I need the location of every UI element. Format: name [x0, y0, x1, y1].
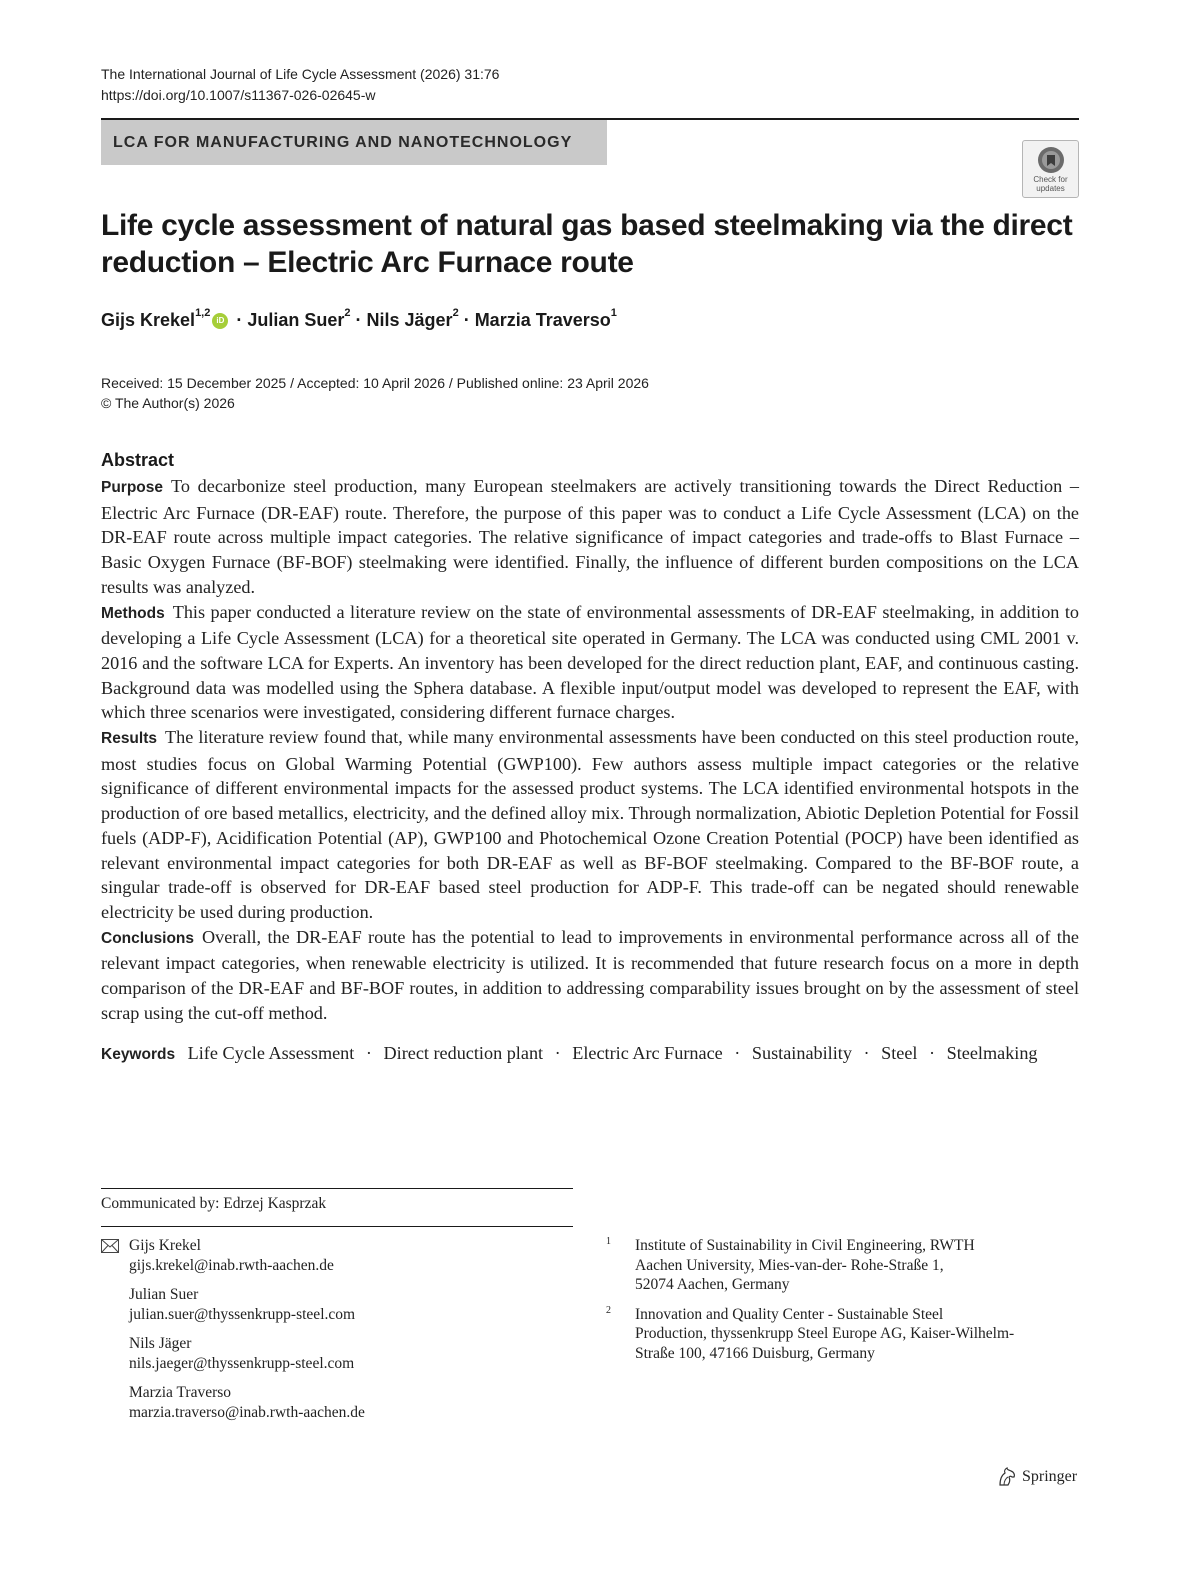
keyword-separator: · — [734, 1043, 741, 1063]
article-dates — [101, 373, 649, 413]
article-category: LCA FOR MANUFACTURING AND NANOTECHNOLOGY — [101, 120, 607, 165]
keyword-separator: · — [554, 1043, 561, 1063]
author-separator: · — [236, 310, 243, 330]
contact-entry — [129, 1334, 365, 1373]
contact-email[interactable]: gijs.krekel@inab.rwth-aachen.de — [129, 1256, 334, 1274]
journal-line: The International Journal of Life Cycle Assessment (2026) 31:76 — [101, 66, 500, 82]
abstract-results — [101, 725, 1079, 925]
keyword-separator: · — [365, 1043, 372, 1063]
doi-link[interactable]: https://doi.org/10.1007/s11367-026-02645-w — [101, 87, 376, 103]
keyword-item[interactable]: Steel — [881, 1043, 918, 1063]
author-separator: · — [355, 310, 362, 330]
author-item[interactable] — [247, 307, 351, 331]
envelope-icon — [101, 1239, 119, 1253]
purpose-label: Purpose — [101, 479, 164, 496]
check-updates-label-1: Check for — [1033, 175, 1068, 184]
communicated-by: Communicated by: Edrzej Kasprzak — [101, 1195, 327, 1212]
check-updates-label-2: updates — [1036, 184, 1065, 193]
affiliation-line: Aachen University, Mies-van-der- Rohe-Straße 1, — [635, 1256, 944, 1274]
abstract-heading: Abstract — [101, 450, 175, 470]
author-affiliation-marker: 1 — [610, 307, 617, 319]
publisher-logo — [996, 1467, 1077, 1487]
footnote-rule-top — [101, 1188, 573, 1189]
keyword-separator: · — [863, 1043, 870, 1063]
author-list — [101, 307, 617, 331]
abstract-conclusions — [101, 925, 1079, 1026]
footnote-rule-bottom — [101, 1226, 573, 1227]
contact-name: Gijs Krekel — [129, 1237, 201, 1254]
results-label: Results — [101, 730, 157, 748]
affiliation-entry — [606, 1305, 1055, 1364]
contact-name: Marzia Traverso — [129, 1384, 232, 1401]
purpose-text: To decarbonize steel production, many European steelmakers are actively transitioning towards the Direct Reduction – Electric Arc Furnace (DR-EAF) route. Therefore, the purpose of this paper was to conduct a Life Cycle Assessment (LCA) on the DR-EAF route across multiple impact categories. The relative significance of impact categories and trade-offs to Blast Furnace – Basic Oxygen Furnace (BF-BOF) steelmaking were identified. Finally, the influence of different burden compositions on the LCA results was analyzed. — [101, 476, 1079, 597]
copyright-notice: © The Author(s) 2026 — [101, 395, 235, 411]
keyword-item[interactable]: Steelmaking — [946, 1043, 1038, 1063]
author-separator: · — [463, 310, 470, 330]
conclusions-text: Overall, the DR-EAF route has the potential to lead to improvements in environmental performance across all of the relevant impact categories, when renewable electricity is utilized. It is recommended that future research focus on a more in depth comparison of the DR-EAF and BF-BOF routes, in addition to addressing comparability issues brought on by the assessment of steel scrap using the cut-off method. — [101, 926, 1079, 1023]
contact-name: Julian Suer — [129, 1286, 199, 1303]
keyword-separator: · — [929, 1043, 936, 1063]
affiliation-line: Straße 100, 47166 Duisburg, Germany — [635, 1344, 875, 1362]
author-affiliation-marker: 1,2 — [195, 307, 211, 319]
author-name: Gijs Krekel — [101, 310, 196, 330]
contact-name: Nils Jäger — [129, 1335, 192, 1352]
keyword-item[interactable]: Electric Arc Furnace — [572, 1043, 723, 1063]
check-updates-icon — [1037, 146, 1065, 174]
orcid-icon[interactable]: iD — [212, 313, 228, 329]
abstract-methods — [101, 600, 1079, 726]
corresponding-contacts — [129, 1236, 365, 1432]
title-line-2: reduction – Electric Arc Furnace route — [101, 246, 634, 279]
abstract-purpose — [101, 474, 1079, 600]
author-affiliation-marker: 2 — [452, 307, 459, 319]
article-title — [101, 207, 1101, 281]
contact-email[interactable]: julian.suer@thyssenkrupp-steel.com — [129, 1305, 356, 1323]
springer-horse-icon — [996, 1467, 1018, 1487]
affiliation-line: Production, thyssenkrupp Steel Europe AG, Kaiser-Wilhelm- — [635, 1325, 1015, 1342]
author-name: Marzia Traverso — [474, 310, 611, 330]
check-for-updates-button[interactable] — [1022, 140, 1079, 198]
affiliation-line: 52074 Aachen, Germany — [635, 1276, 790, 1293]
author-item[interactable] — [366, 307, 459, 331]
contact-entry — [129, 1383, 365, 1422]
contact-email[interactable]: marzia.traverso@inab.rwth-aachen.de — [129, 1403, 365, 1421]
author-name: Nils Jäger — [366, 310, 453, 330]
title-line-1: Life cycle assessment of natural gas based steelmaking via the direct — [101, 209, 1073, 242]
keyword-item[interactable]: Life Cycle Assessment — [187, 1043, 355, 1063]
affiliation-entry — [606, 1236, 1055, 1295]
results-text: The literature review found that, while many environmental assessments have been conducted on this steel production route, most studies focus on Global Warming Potential (GWP100). Few authors assess multiple impact categories or the relative significance of different environmental impacts for the assessed product systems. The LCA identified environmental hotspots in the production of ore based metallics, electricity, and the defined alloy mix. Through normalization, Abiotic Depletion Potential for Fossil fuels (ADP-F), Acidification Potential (AP), GWP100 and Photochemical Ozone Creation Potential (POCP) have been identified as relevant environmental impact categories for both DR-EAF as well as BF-BOF steelmaking. Compared to the BF-BOF route, a singular trade-off is observed for DR-EAF based steel production for ADP-F. This trade-off can be negated should renewable electricity be used during production. — [101, 727, 1079, 922]
methods-text: This paper conducted a literature review on the state of environmental assessments of DR-EAF steelmaking, in addition to developing a Life Cycle Assessment (LCA) for a theoretical site operated in Germany. The LCA was conducted using CML 2001 v. 2016 and the software LCA for Experts. An inventory has been developed for the direct reduction plant, EAF, and continuous casting. Background data was modelled using the Sphera database. A flexible input/output model was developed to represent the EAF, with which three scenarios were investigated, considering different furnace charges. — [101, 601, 1079, 723]
contact-entry — [129, 1236, 365, 1275]
publisher-name: Springer — [1022, 1468, 1078, 1485]
affiliation-line: Institute of Sustainability in Civil Engineering, RWTH — [635, 1237, 975, 1254]
keywords-label: Keywords — [101, 1046, 176, 1063]
affiliations — [606, 1236, 1055, 1373]
affiliation-line: Innovation and Quality Center - Sustainable Steel — [635, 1305, 944, 1323]
contact-entry — [129, 1285, 365, 1324]
methods-label: Methods — [101, 604, 165, 622]
contact-email[interactable]: nils.jaeger@thyssenkrupp-steel.com — [129, 1354, 355, 1372]
conclusions-label: Conclusions — [101, 929, 195, 947]
author-name: Julian Suer — [247, 310, 345, 330]
keywords — [101, 1041, 1091, 1067]
affiliation-number: 2 — [606, 1304, 611, 1316]
keyword-item[interactable]: Sustainability — [751, 1043, 852, 1063]
publication-history: Received: 15 December 2025 / Accepted: 10 April 2026 / Published online: 23 April 2026 — [101, 375, 649, 391]
author-item[interactable] — [474, 307, 617, 331]
author-item[interactable] — [101, 307, 231, 331]
author-affiliation-marker: 2 — [344, 307, 351, 319]
abstract-body — [101, 474, 1079, 1025]
keyword-item[interactable]: Direct reduction plant — [383, 1043, 544, 1063]
affiliation-number: 1 — [606, 1236, 611, 1247]
journal-citation — [101, 64, 499, 106]
